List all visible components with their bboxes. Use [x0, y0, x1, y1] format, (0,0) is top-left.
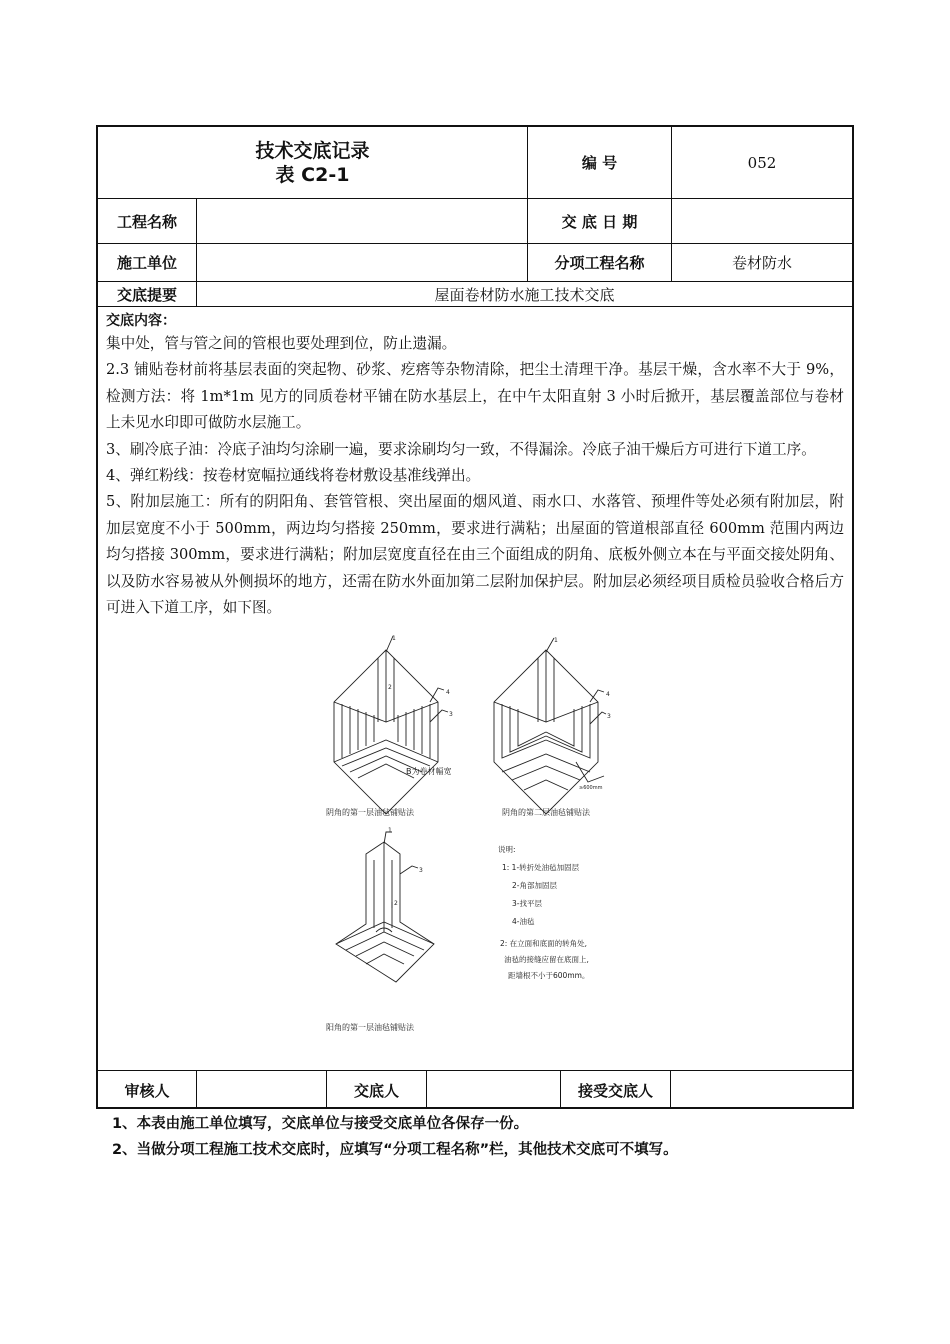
fig1-callout-1: 1: [392, 635, 396, 642]
legend-item: 1: 1-转折处油毡加固层: [502, 863, 580, 872]
waterproofing-corner-diagrams: [326, 632, 666, 1047]
legend-item: 3-找平层: [512, 899, 542, 908]
footnote-1: 1、本表由施工单位填写，交底单位与接受交底单位各保存一份。: [112, 1116, 529, 1132]
project-name-value[interactable]: [197, 199, 527, 243]
fig3-callout-2: 2: [394, 900, 398, 907]
fig2-callout-3: 3: [607, 713, 611, 720]
content-paragraph: 5、附加层施工：所有的阴阳角、套管管根、突出屋面的烟风道、雨水口、水落管、预埋件等处必须有附加层，附加层宽度不小于 500mm，两边均匀搭接 250mm，要求进行满粘；出屋面的管道根部直径 600mm 范围内两边均匀搭接 300mm，要求进行满粘；附加层宽度直径在由三个面组成的阴角、底板外侧立本在与平面交接处阴角、以及防水容易被从外侧损坏的地方，还需在防水外面加第二层附加保护层。附加层必须经项目质检员验收合格后方可进入下道工序，如下图。: [106, 493, 844, 617]
fig2-callout-4: 4: [606, 691, 610, 698]
legend-title: 说明:: [498, 845, 516, 854]
fig3-caption: 阳角的第一层油毡铺贴法: [326, 1023, 414, 1032]
fig3-callout-1: 1: [388, 827, 392, 834]
reviewer-value[interactable]: [197, 1071, 326, 1109]
disclosure-date-label: 交 底 日 期: [561, 212, 638, 231]
fig1-caption: 阴角的第一层油毡铺贴法: [326, 808, 414, 817]
reviewer-label: 审核人: [124, 1081, 170, 1100]
content-paragraph: 3、刷冷底子油：冷底子油均匀涂刷一遍，要求涂刷均匀一致，不得漏涂。冷底子油干燥后方可进行下道工序。: [106, 440, 816, 458]
content-paragraph: 2.3 铺贴卷材前将基层表面的突起物、砂浆、疙瘩等杂物清除，把尘土清理干净。基层干燥，含水率不大于 9%，检测方法：将 1m*1m 见方的同质卷材平铺在防水基层上，在中午太阳直射 3 小时后掀开，基层覆盖部位与卷材上未见水印即可做防水层施工。: [106, 361, 844, 432]
form-title: [98, 127, 527, 198]
subitem-name-label: 分项工程名称: [554, 254, 645, 272]
discloser-value[interactable]: [427, 1071, 560, 1109]
form-title-main: 技术交底记录: [255, 139, 370, 162]
construction-unit-label: 施工单位: [116, 254, 177, 272]
receiver-value[interactable]: [671, 1071, 852, 1109]
footnote-2: 2、当做分项工程施工技术交底时，应填写“分项工程名称”栏，其他技术交底可不填写。: [112, 1142, 678, 1158]
disclosure-form: [96, 125, 854, 1109]
diagram-legend: [498, 844, 589, 980]
content-label: 交底内容：: [106, 313, 176, 329]
code-label: 编 号: [581, 154, 618, 172]
form-title-code: 表 C2-1: [275, 163, 350, 186]
fig1-width-note: B为卷材幅宽: [406, 767, 452, 776]
summary-value: 屋面卷材防水施工技术交底: [434, 285, 615, 304]
legend-item: 2: 在立面和底面的转角处,: [500, 939, 588, 948]
code-value: 052: [747, 153, 777, 172]
fig1-callout-2: 2: [388, 684, 392, 691]
fig2-dimension: ≥600mm: [579, 785, 603, 791]
fig1-callout-3: 3: [449, 711, 453, 718]
legend-item: 4-油毡: [512, 917, 535, 926]
fig2-caption: 阴角的第二层油毡铺贴法: [502, 808, 590, 817]
legend-item: 距墙根不小于600mm。: [508, 971, 590, 980]
legend-item: 2-角部加固层: [512, 881, 557, 890]
fig1-callout-4: 4: [446, 689, 450, 696]
inside-corner-first-layer-drawing: [326, 635, 453, 817]
fig2-callout-1: 1: [554, 637, 558, 644]
subitem-name-value[interactable]: 卷材防水: [731, 254, 792, 272]
inside-corner-second-layer-drawing: [494, 637, 611, 817]
disclosure-date-value[interactable]: [672, 199, 852, 243]
discloser-label: 交底人: [353, 1081, 399, 1100]
fig3-callout-3: 3: [419, 867, 423, 874]
receiver-label: 接受交底人: [577, 1081, 653, 1100]
legend-item: 油毡的接缝应留在底面上,: [504, 955, 589, 964]
summary-label: 交底提要: [116, 285, 177, 304]
construction-unit-value[interactable]: [197, 244, 527, 281]
disclosure-content: [106, 311, 844, 621]
content-paragraph: 集中处，管与管之间的管根也要处理到位，防止遗漏。: [106, 335, 457, 352]
project-name-label: 工程名称: [116, 212, 177, 231]
content-paragraph: 4、弹红粉线：按卷材宽幅拉通线将卷材敷设基准线弹出。: [106, 467, 481, 485]
outside-corner-first-layer-drawing: [326, 827, 434, 1032]
